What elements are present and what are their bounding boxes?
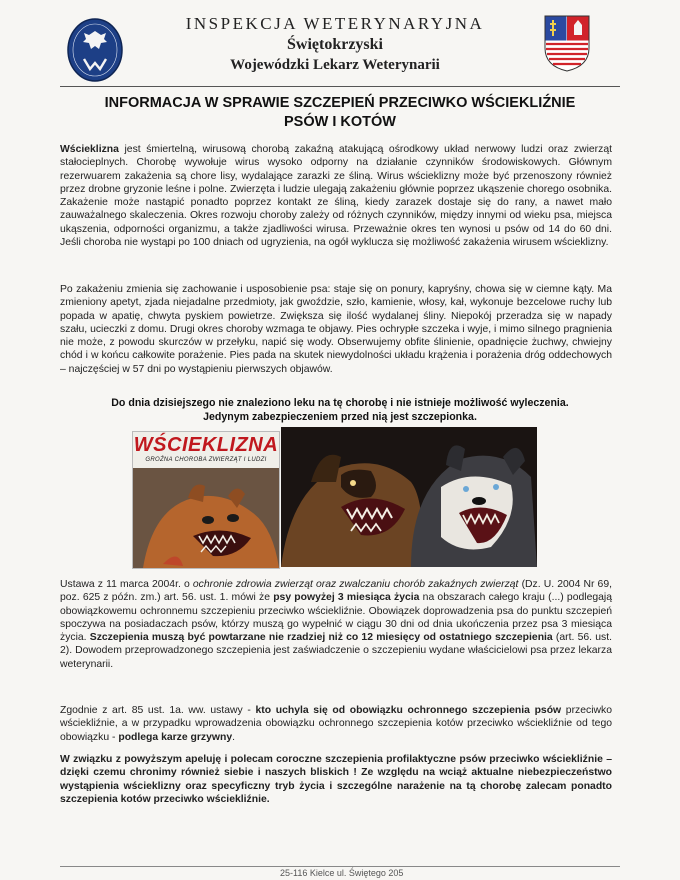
institution-header — [150, 14, 520, 74]
rabies-lead-word: Wścieklizna — [60, 144, 119, 155]
rabies-poster-image — [132, 431, 280, 569]
law-age-requirement: psy powyżej 3 miesiąca życia — [273, 592, 420, 604]
footer-address: 25-116 Kielce ul. Świętego 205 — [280, 868, 404, 878]
paragraph-appeal: W związku z powyższym apeluję i polecam coroczne szczepienia profilaktyczne psów przeciwko wściekliźnie – dzięki czemu chronimy również siebie i naszych bliskich ! Ze względu na wciąż aktualne niebezpieczeństwo wystąpienia wścieklizny oraz specyficzny tryb życia i szczególne narażenie na tą chorobę zalecam ponadto szczepienia kotów przeciwko wściekliźnie. — [60, 754, 612, 805]
document-title — [60, 94, 620, 132]
law-text-2: (Dz. U. 2004 Nr 69, poz. 625 z późn. zm.) art. 56. ust. 1. mówi że — [60, 579, 612, 604]
law-text-4: (art. 56. ust. 2). Dowodem przeprowadzonego szczepienia jest zaświadczenie o szczepieniu wydane właścicielowi psa przez lekarza weterynarii. — [60, 632, 613, 670]
title-line-1: INFORMACJA W SPRAWIE SZCZEPIEŃ PRZECIWKO WŚCIEKLIŹNIE — [104, 95, 576, 111]
institution-region: Świętokrzyski — [287, 36, 383, 53]
title-line-2: PSÓW I KOTÓW — [284, 114, 396, 130]
poster-title: WŚCIEKLIZNA — [133, 434, 279, 456]
paragraph-symptoms: Po zakażeniu zmienia się zachowanie i usposobienie psa: staje się on ponury, kapryśny, chowa się w ciemne kąty. Ma zmieniony apetyt, zjada niejadalne przedmioty, jak gwoździe, szło, kamienie, włosy, kał, wykonuje bezcelowe ruchy lub popada w apatię, chwyta pyskiem powietrze. Zwiększa się ilość wydalanej śliny. Niepokój przeradza się w napady szału, ucieczki z domu. Drugi okres choroby wzmaga te objawy. Pies ochrypłe szczeka i wyje, i mimo silnego pragnienia nie może, z powodu skurczów w przełyku, napić się wody. Obserwujemy obfite ślinienie, opadnięcie żuchwy, chwiejny chód i w końcu całkowite porażenie. Pies pada na skutek niewydolności układu krążenia i porażenia dróg oddechowych – najczęściej w 57 dni po wystąpieniu pierwszych objawów. — [60, 284, 612, 375]
paragraph-penalty — [60, 704, 612, 744]
law-text-3: na obszarach całego kraju (...) podlegają obowiązkowemu ochronnemu szczepieniu przeciwko wściekliźnie. Obowiązek doprowadzenia psa do punktu szczepień spoczywa na posiadaczach psów, którzy muszą go wypełnić w ciągu 30 dni od dnia ukończenia przez psa 3 miesiąca życia. — [60, 592, 612, 644]
institution-office: Wojewódzki Lekarz Weterynarii — [230, 57, 440, 73]
notice-line-1: Do dnia dzisiejszego nie znaleziono leku na tę chorobę i nie istnieje możliwość wyleczenia. — [111, 397, 569, 409]
paragraph-1-text: jest śmiertelną, wirusową chorobą zakaźną atakującą ośrodkowy układ nerwowy ludzi oraz zwierząt stałocieplnych. Chorobę wywołuje wirus wysoko odporny na działanie czynników środowiskowych. Głównym rezerwuarem zakażenia są chore lisy, wydalające zarazki ze śliną. Wirus wścieklizny może być przenoszony również przez drobne gryzonie leśne i polne. Zwierzęta i ludzie ulegają zakażeniu głównie poprzez ukąszenie chorego osobnika. Zakażenie może nastąpić ponadto poprzez kontakt ze śliną, kiedy zarazek dostaje się do rany, a nawet mało zauważalnego skaleczenia. Okres rozwoju choroby zależy od różnych czynników, między innymi od wieku psa, miejsca ukąszenia, odporności organizmu, a także zjadliwości wirusa. Przeważnie okres ten wynosi u psów od 14 do 60 dni. Jeśli choroba nie wystąpi po 100 dniach od ugryzienia, na ogół wyklucza się możliwość zakażenia wirusem wścieklizny. — [60, 144, 612, 249]
no-cure-notice — [60, 396, 620, 424]
paragraph-law-obligation — [60, 578, 612, 671]
notice-line-2: Jedynym zabezpieczeniem przed nią jest szczepionka. — [203, 411, 477, 423]
rabid-dog-illustration-icon — [133, 468, 279, 568]
penalty-subject: kto uchyla się od obowiązku ochronnego szczepienia psów — [255, 705, 562, 716]
institution-name: INSPEKCJA WETERYNARYJNA — [185, 14, 485, 33]
penalty-text-1: Zgodnie z art. 85 ust. 1a. ww. ustawy - — [60, 705, 256, 716]
voivodeship-coat-of-arms-icon — [543, 14, 591, 72]
poster-subtitle: GROŹNA CHOROBA ZWIERZĄT I LUDZI — [145, 457, 267, 463]
law-revaccination-rule: Szczepienia muszą być powtarzane nie rzadziej niż co 12 miesięcy od ostatniego szczepienia — [89, 632, 553, 644]
penalty-fine: podlega karze grzywny — [118, 731, 233, 743]
paragraph-rabies-description — [60, 143, 612, 249]
footer-divider — [60, 866, 620, 867]
veterinary-inspection-emblem-icon — [66, 17, 124, 83]
law-text-1: Ustawa z 11 marca 2004r. o — [60, 579, 193, 590]
penalty-text-2: przeciwko wściekliźnie, a w przypadku wprowadzenia obowiązku ochronnego szczepienia kotów przeciwko wściekliźnie od tego obowiązku - — [60, 705, 612, 743]
header-divider — [60, 86, 620, 87]
law-act-title: ochronie zdrowia zwierząt oraz zwalczaniu chorób zakaźnych zwierząt — [192, 579, 519, 590]
penalty-text-3: . — [232, 731, 235, 743]
snarling-dogs-photo-icon — [281, 427, 537, 567]
